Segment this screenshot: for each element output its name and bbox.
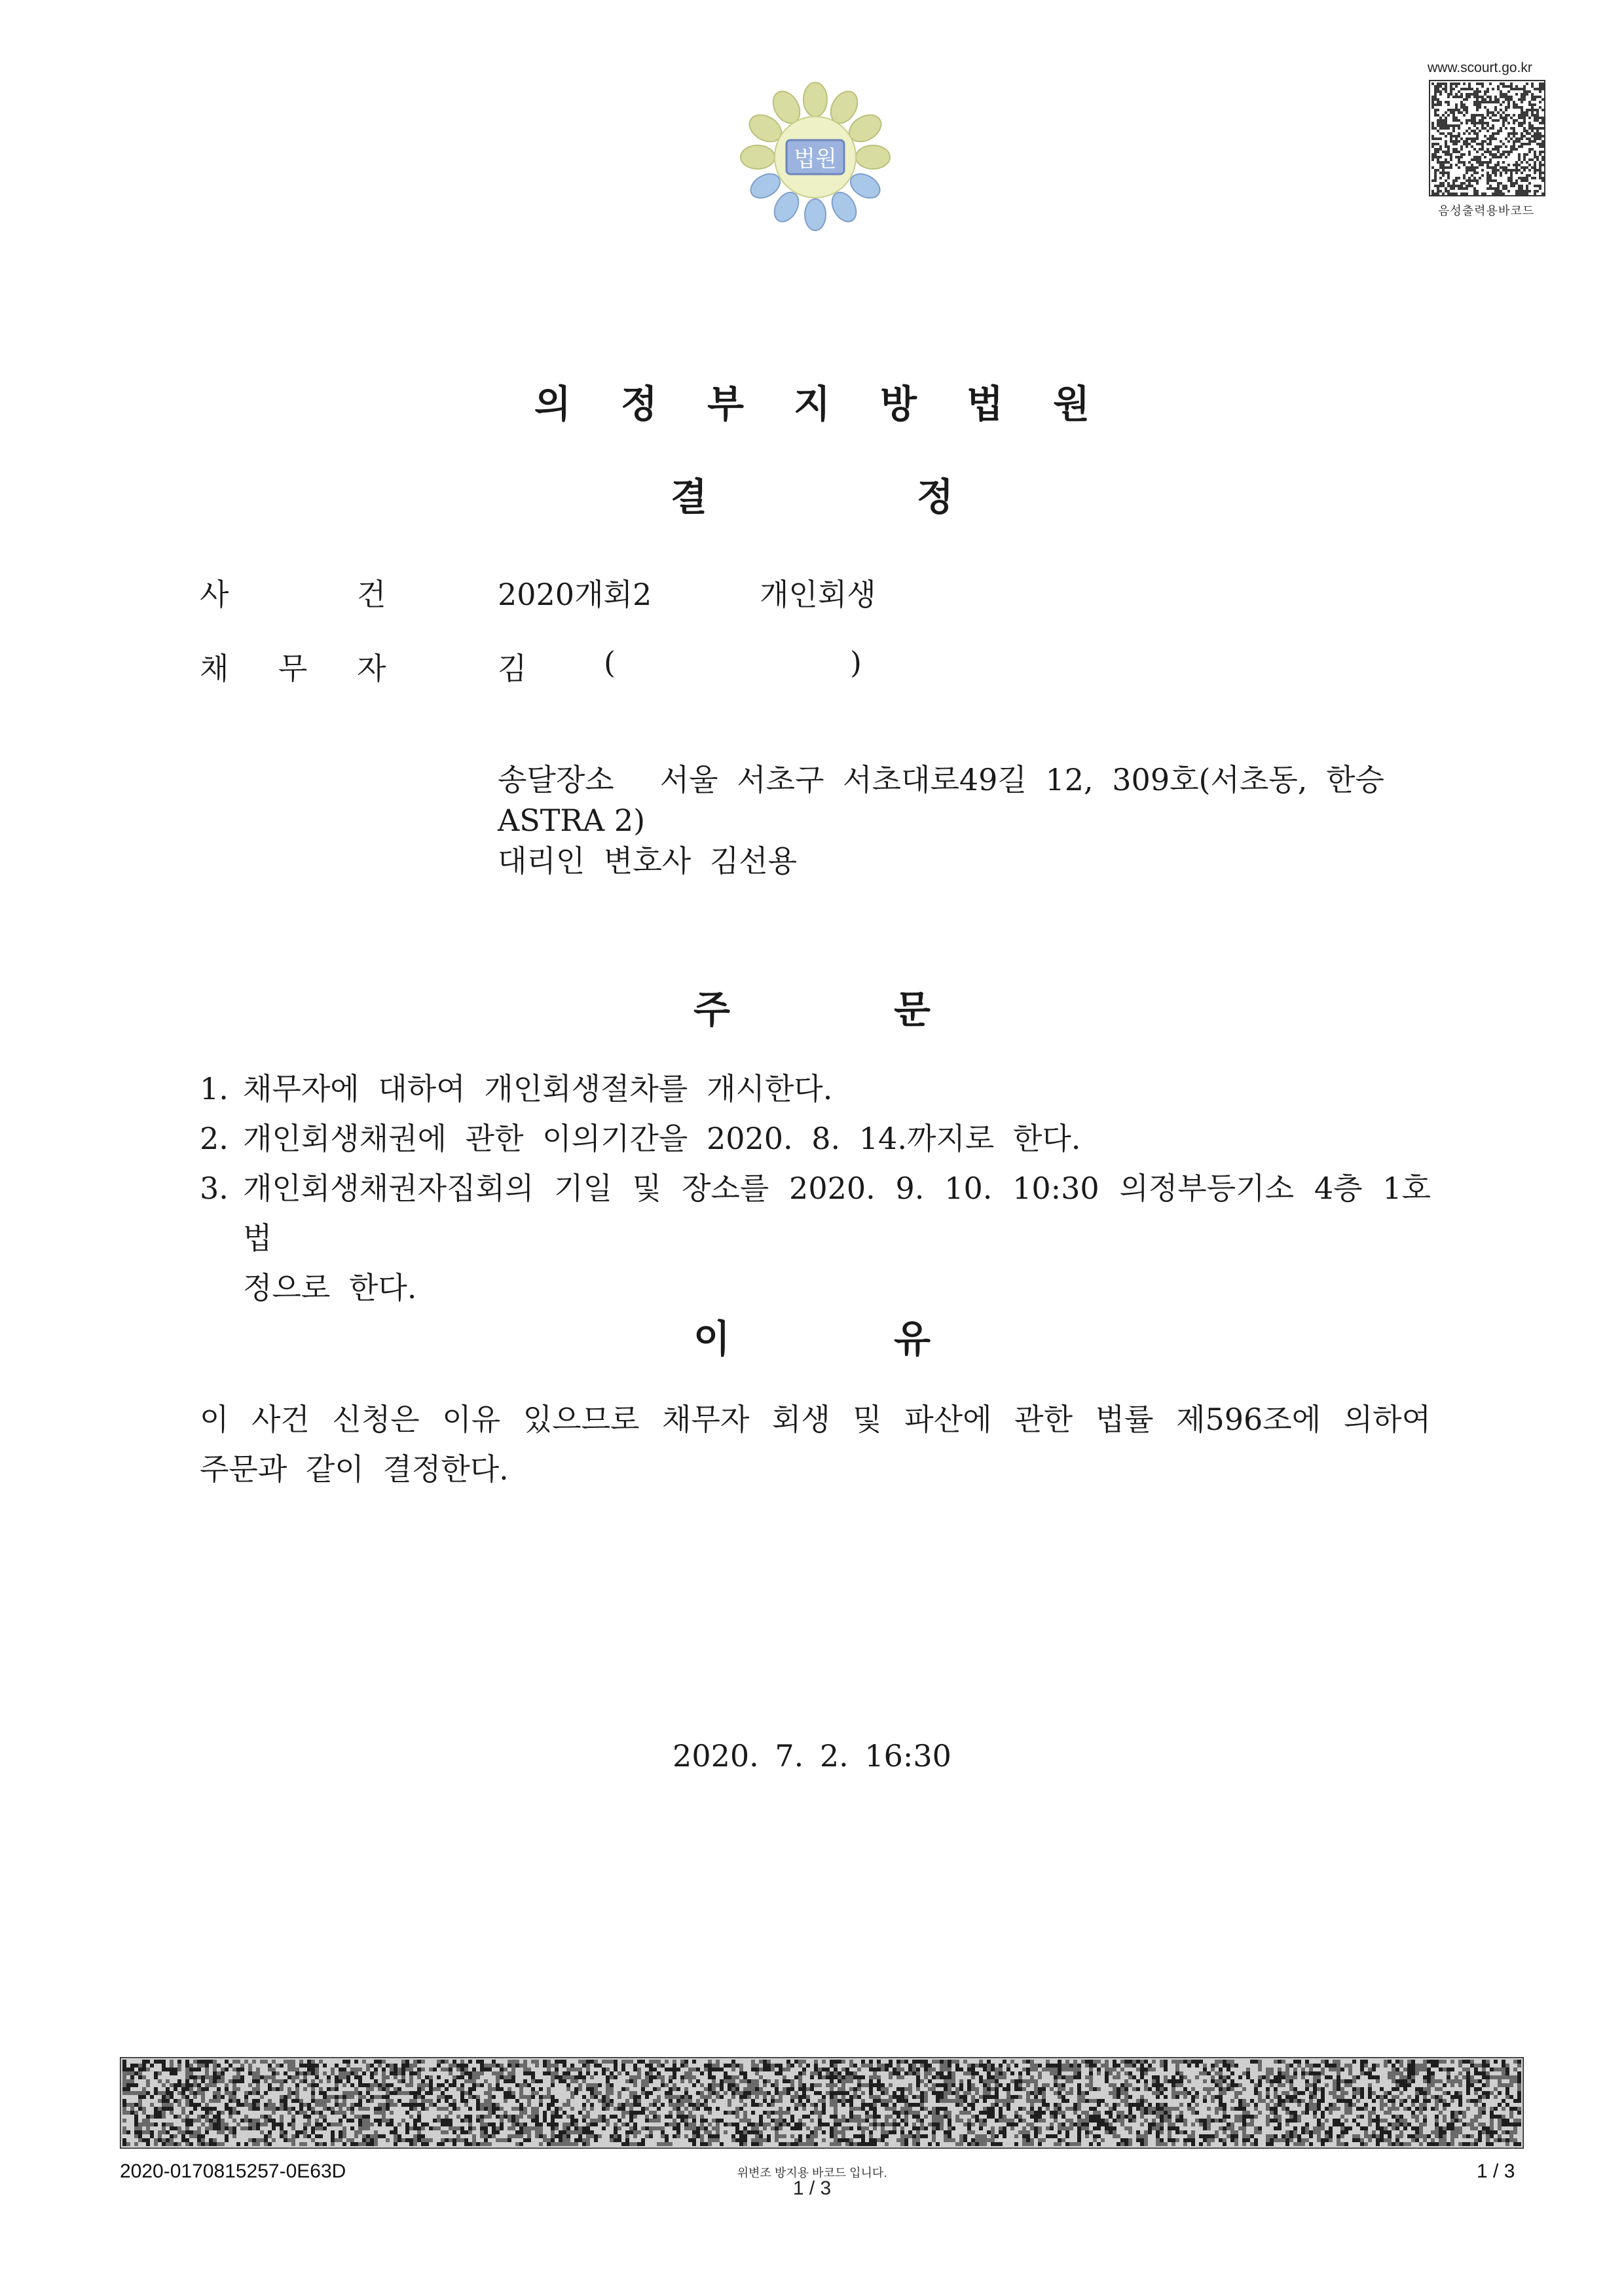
order-item-text: 채무자에 대하여 개인회생절차를 개시한다. — [243, 1071, 833, 1106]
address-line2: ASTRA 2) — [498, 803, 646, 838]
order-list — [200, 1064, 1431, 1313]
order-item — [200, 1163, 1431, 1313]
reason-heading-char: 이 — [693, 1317, 730, 1361]
case-label-char: 건 — [357, 577, 386, 612]
qr-url: www.scourt.go.kr — [1428, 60, 1532, 75]
reason-heading — [0, 1308, 1624, 1363]
court-name-char: 원 — [1053, 382, 1090, 426]
order-item — [200, 1064, 1431, 1114]
address-line1 — [498, 759, 1428, 800]
court-name-char: 지 — [793, 382, 831, 426]
order-item-text: 개인회생채권자집회의 기일 및 장소를 2020. 9. 10. 10:30 의정부등기소 4층 1호법 — [243, 1171, 1431, 1256]
anticounterfeit-barcode-icon — [120, 2057, 1524, 2149]
reason-heading-char: 유 — [894, 1317, 931, 1361]
case-label-char: 사 — [200, 577, 229, 612]
qr-barcode-icon — [1429, 80, 1545, 196]
address-text: 서울 서초구 서초대로49길 12, 309호(서초동, 한승 — [659, 762, 1384, 797]
order-heading — [0, 979, 1624, 1034]
page-number-center: 1 / 3 — [792, 2178, 832, 2199]
address-block — [498, 759, 1428, 881]
order-item-number: 2. — [200, 1121, 229, 1156]
court-name-char: 방 — [880, 382, 917, 426]
page-number: 1 / 3 — [1477, 2160, 1515, 2182]
order-item-number: 3. — [200, 1171, 229, 1206]
debtor-label-char: 무 — [278, 651, 308, 686]
court-name-char: 의 — [534, 382, 571, 426]
anticounterfeit-note: 위변조 방지용 바코드 입니다. — [737, 2166, 887, 2179]
court-emblem-icon — [737, 79, 894, 236]
agent-line: 대리인 변호사 김선용 — [498, 843, 798, 879]
debtor-id-open: ( — [604, 645, 616, 680]
order-heading-char: 주 — [693, 987, 730, 1032]
reason-line: 이 사건 신청은 이유 있으므로 채무자 회생 및 파산에 관한 법률 제596조에 의하여 — [200, 1402, 1431, 1437]
debtor-name: 김 — [498, 651, 527, 686]
order-item-text: 개인회생채권에 관한 이의기간을 2020. 8. 14.까지로 한다. — [243, 1121, 1081, 1156]
order-heading-char: 문 — [894, 987, 931, 1032]
order-item — [200, 1114, 1431, 1163]
case-type: 개인회생 — [760, 577, 876, 612]
debtor-label-char: 자 — [357, 651, 386, 686]
court-name-char: 정 — [620, 382, 657, 426]
document-id: 2020-0170815257-0E63D — [120, 2160, 346, 2182]
title-char: 정 — [917, 475, 954, 519]
emblem-label: 법원 — [794, 146, 837, 172]
order-item-number: 1. — [200, 1071, 229, 1106]
order-item-text-cont: 정으로 한다. — [243, 1270, 417, 1305]
case-number: 2020개회2 — [498, 577, 652, 612]
reason-text — [200, 1394, 1431, 1494]
debtor-label-char: 채 — [200, 651, 229, 686]
court-name-char: 부 — [707, 382, 744, 426]
reason-line: 주문과 같이 결정한다. — [200, 1451, 509, 1487]
decision-date: 2020. 7. 2. 16:30 — [673, 1738, 951, 1774]
court-name — [0, 373, 1624, 428]
document-title — [0, 466, 1624, 521]
debtor-id-close: ) — [850, 645, 862, 680]
title-char: 결 — [670, 475, 707, 519]
court-name-char: 법 — [967, 382, 1004, 426]
qr-caption: 음성출력용바코드 — [1438, 204, 1535, 217]
address-label: 송달장소 — [498, 762, 614, 797]
